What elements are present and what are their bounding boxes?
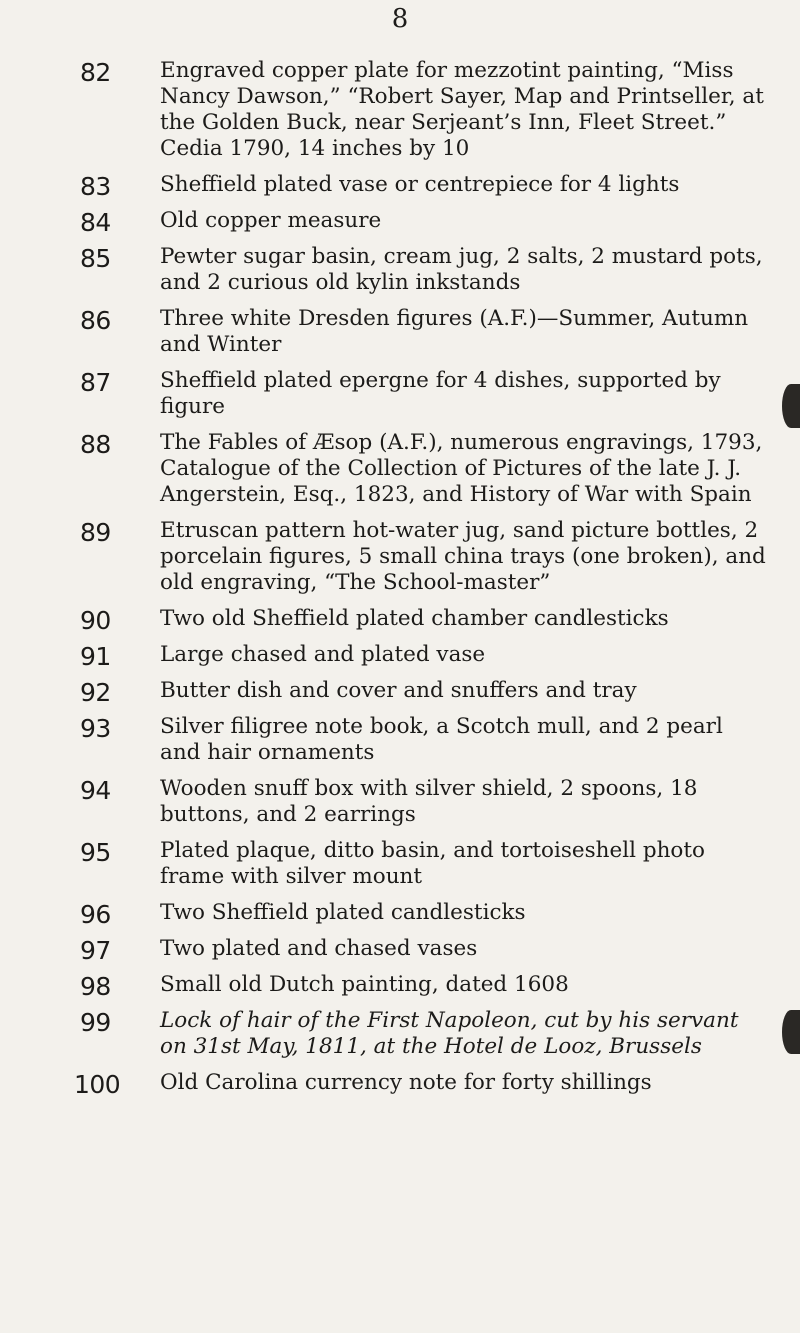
lot-number: 88 [80,430,111,459]
lot-number: 93 [80,714,111,743]
lot-description: Old Carolina currency note for forty shillings [160,1070,652,1095]
lot-list [0,58,800,1106]
lot-description: Lock of hair of the First Napoleon, cut by his servant on 31st May, 1811, at the Hotel de Looz, Brussels [160,1008,739,1059]
lot-description: Wooden snuff box with silver shield, 2 spoons, 18 buttons, and 2 earrings [160,776,698,827]
lot-number: 90 [80,606,111,635]
lot-item [0,208,800,237]
lot-item [0,776,800,828]
page-number: 8 [391,4,409,34]
lot-number: 82 [80,58,111,87]
lot-item [0,678,800,707]
lot-number: 91 [80,642,111,671]
lot-item [0,172,800,201]
page-edge-mark [782,384,800,428]
lot-description: Etruscan pattern hot-water jug, sand picture bottles, 2 porcelain figures, 5 small china trays (one broken), and old engraving, “The School-master” [160,518,766,595]
lot-item [0,518,800,596]
lot-description: Sheffield plated epergne for 4 dishes, supported by figure [160,368,721,419]
lot-description: Two plated and chased vases [160,936,478,961]
lot-item [0,972,800,1001]
lot-item [0,1070,800,1099]
lot-description: Old copper measure [160,208,382,233]
lot-number: 84 [80,208,111,237]
lot-item [0,936,800,965]
lot-number: 85 [80,244,111,273]
lot-description: Silver filigree note book, a Scotch mull, and 2 pearl and hair ornaments [160,714,723,765]
lot-number: 87 [80,368,111,397]
lot-item [0,714,800,766]
lot-item [0,1008,800,1060]
lot-description: Large chased and plated vase [160,642,486,667]
lot-item [0,368,800,420]
lot-item [0,838,800,890]
lot-number: 96 [80,900,111,929]
lot-number: 86 [80,306,111,335]
lot-description: Small old Dutch painting, dated 1608 [160,972,569,997]
lot-description: Engraved copper plate for mezzotint painting, “Miss Nancy Dawson,” “Robert Sayer, Map and Printseller, at the Golden Buck, near Serjeant’s Inn, Fleet Street.” Cedia 1790, 14 inches by 10 [160,58,764,161]
lot-item [0,244,800,296]
lot-number: 100 [74,1070,121,1099]
lot-number: 94 [80,776,111,805]
lot-item [0,306,800,358]
lot-number: 89 [80,518,111,547]
lot-number: 95 [80,838,111,867]
lot-item [0,58,800,162]
lot-description: Butter dish and cover and snuffers and tray [160,678,637,703]
lot-item [0,900,800,929]
lot-number: 98 [80,972,111,1001]
lot-description: Three white Dresden figures (A.F.)—Summer, Autumn and Winter [160,306,749,357]
lot-description: Pewter sugar basin, cream jug, 2 salts, 2 mustard pots, and 2 curious old kylin inkstands [160,244,763,295]
lot-item [0,430,800,508]
lot-description: Sheffield plated vase or centrepiece for 4 lights [160,172,680,197]
lot-number: 99 [80,1008,111,1037]
page-edge-mark [782,1010,800,1054]
lot-description: Two Sheffield plated candlesticks [160,900,526,925]
lot-description: Two old Sheffield plated chamber candlesticks [160,606,669,631]
lot-item [0,606,800,635]
lot-item [0,642,800,671]
lot-number: 83 [80,172,111,201]
lot-number: 97 [80,936,111,965]
lot-number: 92 [80,678,111,707]
lot-description: Plated plaque, ditto basin, and tortoiseshell photo frame with silver mount [160,838,705,889]
lot-description: The Fables of Æsop (A.F.), numerous engravings, 1793, Catalogue of the Collection of Pictures of the late J. J. Angerstein, Esq., 1823, and History of War with Spain [160,430,763,507]
